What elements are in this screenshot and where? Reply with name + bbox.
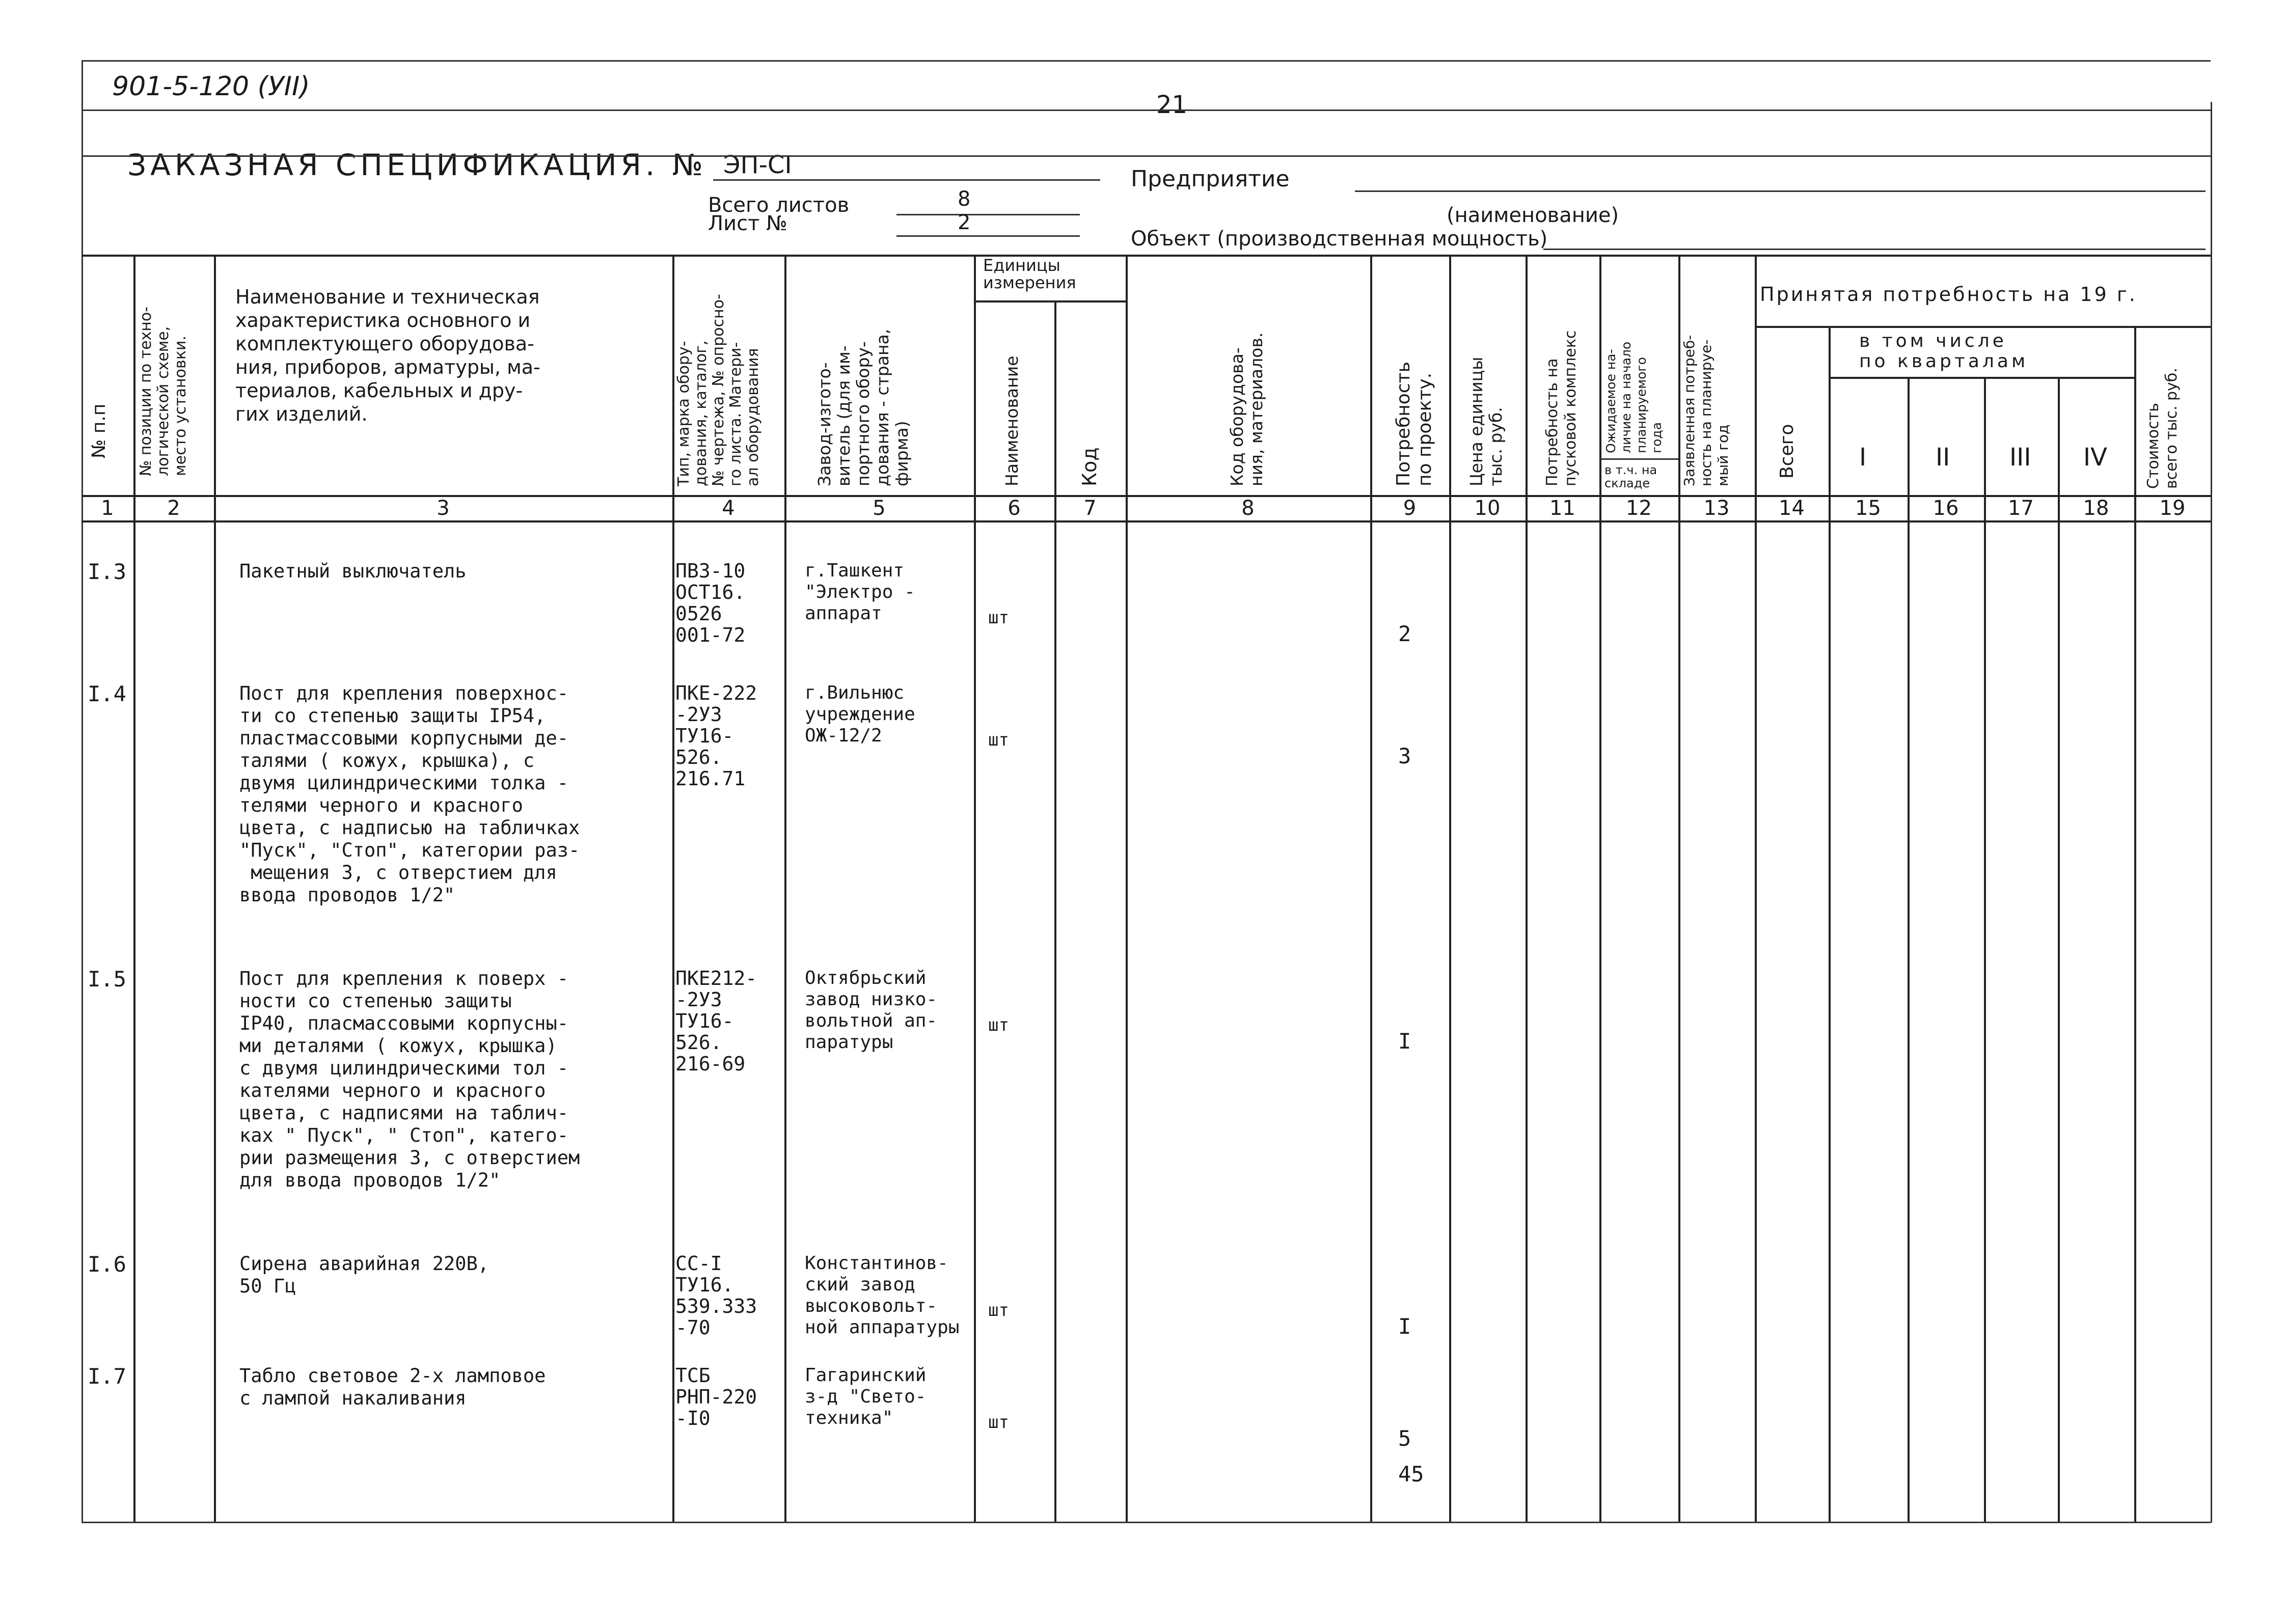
header-q1: I <box>1859 443 1867 472</box>
col-divider-6 <box>1054 300 1056 1522</box>
header-col-13: Заявленная потреб- ность на планируе- мый год <box>1681 335 1731 486</box>
total-sheets-label: Всего листов <box>708 194 850 217</box>
page-number: 21 <box>1156 91 1188 119</box>
spec-number-underline <box>713 179 1100 181</box>
row-number: I.7 <box>88 1364 126 1389</box>
row-manufacturer: Гагаринский з-д "Свето- техника" <box>805 1365 927 1428</box>
col-divider-9 <box>1449 255 1451 1522</box>
column-number: 6 <box>1008 497 1021 520</box>
column-number: 8 <box>1241 497 1255 520</box>
header-col-3: Наименование и техническая характеристика основного и комплектующего оборудова- ния, приборов, арматуры, ма- териалов, кабельных и дру- гих изделий. <box>235 286 540 425</box>
col-divider-4 <box>784 255 786 1522</box>
column-number: 16 <box>1933 497 1959 520</box>
frame-left <box>81 60 83 1522</box>
object-underline <box>1543 249 2206 250</box>
column-number: 2 <box>167 497 180 520</box>
row-item-name: Сирена аварийная 220В, 50 Гц <box>239 1253 489 1297</box>
frame-line-3 <box>81 155 2211 157</box>
col-divider-8 <box>1370 255 1372 1522</box>
header-col-12b: в т.ч. на складе <box>1604 463 1657 490</box>
column-number: 7 <box>1083 497 1097 520</box>
header-col-8: Код оборудова- ния, материалов. <box>1227 332 1266 486</box>
row-type-mark: ТСБ РНП-220 -I0 <box>675 1364 757 1429</box>
row-item-name: Пост для крепления к поверх - ности со степенью защиты IP40, пласмассовыми корпусны- ми деталями ( кожух, крышка) с двумя цилиндрическими тол - кателями черного и красного цвета, с надписями на таблич- ках " Пуск", " Стоп", катего- рии размещения 3, с отверстием для ввода проводов 1/2" <box>239 968 580 1191</box>
header-col-11: Потребность на пусковой комплекс <box>1543 330 1580 486</box>
column-number: 1 <box>101 497 114 520</box>
row-unit: шт <box>988 730 1009 750</box>
name-label: (наименование) <box>1447 204 1619 227</box>
frame-line-2 <box>81 109 2211 111</box>
header-col-6: Наименование <box>1002 355 1022 486</box>
row-number: I.3 <box>88 559 126 584</box>
header-units: Единицы измерения <box>983 256 1076 292</box>
column-number: 10 <box>1474 497 1501 520</box>
header-q2: II <box>1936 443 1950 472</box>
row-item-name: Табло световое 2-х ламповое с лампой накаливания <box>239 1365 546 1409</box>
column-number: 9 <box>1403 497 1417 520</box>
col-divider-5 <box>974 255 976 1522</box>
row-unit: шт <box>988 608 1009 628</box>
row-unit: шт <box>988 1412 1009 1433</box>
header-accepted: Принятая потребность на 19 г. <box>1760 283 2137 306</box>
header-q3: III <box>2009 443 2031 472</box>
header-q4: IV <box>2083 443 2107 472</box>
row-unit: шт <box>988 1015 1009 1035</box>
header-col-10: Цена единицы тыс. руб. <box>1466 356 1506 486</box>
frame-bottom <box>81 1522 2211 1523</box>
sheet-label: Лист № <box>708 212 787 235</box>
header-col-7: Код <box>1078 447 1101 486</box>
row-need: I <box>1398 1029 1411 1054</box>
row-manufacturer: г.Ташкент "Электро - аппарат <box>805 560 915 624</box>
page-title: ЗАКАЗНАЯ СПЕЦИФИКАЦИЯ. № <box>127 148 707 182</box>
col-divider-3 <box>672 255 674 1522</box>
header-col-2: № позиции по техно- логической схеме, место установки. <box>137 306 189 476</box>
column-number: 19 <box>2159 497 2186 520</box>
quarters-sub-line <box>1829 377 2134 379</box>
col-divider-10 <box>1526 255 1528 1522</box>
column-number: 11 <box>1549 497 1575 520</box>
colnum-bottom-line <box>81 520 2211 522</box>
total-sheets-underline <box>896 214 1080 215</box>
col-divider-2 <box>214 255 216 1522</box>
col-divider-7 <box>1126 255 1128 1522</box>
header-col-9: Потребность по проекту. <box>1393 362 1435 486</box>
row-need: 5 45 <box>1398 1426 1424 1487</box>
document-code: 901-5-120 (УII) <box>112 71 310 102</box>
column-number: 15 <box>1855 497 1881 520</box>
row-type-mark: ПВ3-10 ОСТ16. 0526 001-72 <box>675 560 746 646</box>
row-manufacturer: Константинов- ский завод высоковольт- ной аппаратуры <box>805 1253 960 1338</box>
accepted-sub-line <box>1755 326 2211 328</box>
row-item-name: Пакетный выключатель <box>239 560 467 582</box>
col-divider-12 <box>1678 255 1680 1522</box>
enterprise-underline <box>1355 190 2206 192</box>
header-col-14: Всего <box>1777 424 1798 479</box>
column-number: 3 <box>437 497 450 520</box>
row-manufacturer: Октябрьский завод низко- вольтной ап- паратуры <box>805 968 938 1053</box>
header-col-4: Тип, марка обору- дования, каталог, № чертежа, № опросно- го листа. Матери- ал оборудования <box>675 294 762 486</box>
frame-right <box>2211 102 2212 1523</box>
col-divider-16 <box>1984 377 1986 1522</box>
row-item-name: Пост для крепления поверхнос- ти со степенью защиты IP54, пластмассовыми корпусными де- талями ( кожух, крышка), с двумя цилиндрическими толка - телями черного и красного цвета, с надписью на табличках "Пуск", "Стоп", категории раз- мещения 3, с отверстием для ввода проводов 1/2" <box>239 682 580 906</box>
column-number: 4 <box>722 497 735 520</box>
column-number: 5 <box>873 497 886 520</box>
units-sub-line <box>974 300 1126 302</box>
row-unit: шт <box>988 1300 1009 1320</box>
header-quarters: в том числе по кварталам <box>1859 331 2029 372</box>
col-divider-1 <box>133 255 135 1522</box>
col-divider-17 <box>2058 377 2060 1522</box>
row-type-mark: СС-I ТУ16. 539.333 -70 <box>675 1252 757 1339</box>
c12-sub-line <box>1599 458 1678 460</box>
spec-number: ЭП-СI <box>723 151 792 179</box>
row-type-mark: ПКЕ212- -2У3 ТУ16- 526. 216-69 <box>675 967 757 1075</box>
sheet-number-underline <box>896 235 1080 237</box>
row-need: 2 <box>1398 621 1411 646</box>
col-divider-13 <box>1755 255 1757 1522</box>
column-number: 14 <box>1779 497 1805 520</box>
col-divider-15 <box>1908 377 1910 1522</box>
total-sheets-value: 8 <box>958 187 971 211</box>
object-label: Объект (производственная мощность) <box>1131 227 1548 251</box>
row-manufacturer: г.Вильнюс учреждение ОЖ-12/2 <box>805 682 915 746</box>
header-col-1: № п.п <box>89 403 110 458</box>
row-need: I <box>1398 1314 1411 1339</box>
row-number: I.6 <box>88 1252 126 1277</box>
column-number: 12 <box>1626 497 1652 520</box>
header-col-5: Завод-изгото- витель (для им- портного обору- дования - страна, фирма) <box>814 328 912 486</box>
row-need: 3 <box>1398 744 1411 768</box>
sheet-number-value: 2 <box>958 211 971 234</box>
row-number: I.5 <box>88 967 126 992</box>
column-number: 17 <box>2008 497 2034 520</box>
table-top-line <box>81 255 2211 257</box>
header-col-12: Ожидаемое на- личие на начало планируемого года <box>1603 341 1664 453</box>
row-number: I.4 <box>88 681 126 706</box>
col-divider-11 <box>1599 255 1601 1522</box>
enterprise-label: Предприятие <box>1131 166 1290 192</box>
row-type-mark: ПКЕ-222 -2У3 ТУ16- 526. 216.71 <box>675 682 757 790</box>
frame-top <box>81 60 2211 62</box>
column-number: 18 <box>2083 497 2109 520</box>
header-col-19: Стоимость всего тыс. руб. <box>2144 368 2181 489</box>
column-number: 13 <box>1703 497 1730 520</box>
